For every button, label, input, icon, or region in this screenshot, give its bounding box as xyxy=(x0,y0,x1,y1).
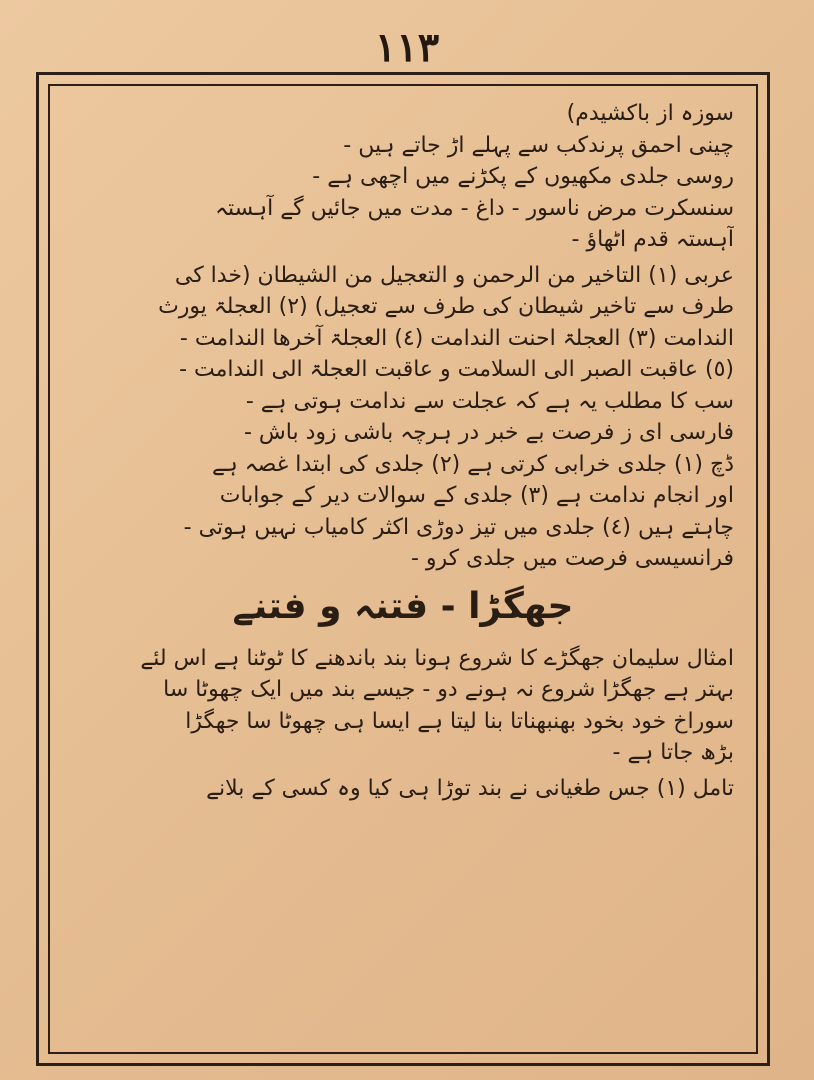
text-line: اور انجام ندامت ہے (٣) جلدی کے سوالات دیر کے جوابات xyxy=(219,483,734,508)
text-line: فرانسیسی فرصت میں جلدی کرو - xyxy=(410,546,734,571)
page-number: ١١٣ xyxy=(374,24,440,71)
text-line: آہستہ قدم اٹھاؤ - xyxy=(571,227,734,252)
section-heading: جھگڑا - فتنہ و فتنے xyxy=(232,585,574,627)
text-line: (٥) عاقبت الصبر الی السلامت و عاقبت العجلۃ الی الندامت - xyxy=(179,357,734,382)
text-line: عربی (١) التاخیر من الرحمن و التعجیل من الشیطان (خدا کی xyxy=(174,262,734,288)
text-line: ڈچ (١) جلدی خرابی کرتی ہے (٢) جلدی کی ابتدا غصہ ہے xyxy=(212,451,734,477)
text-line: سب کا مطلب یہ ہے کہ عجلت سے ندامت ہوتی ہے - xyxy=(245,388,734,414)
text-line: سوزہ از باکشیدم) xyxy=(566,101,734,126)
text-line: سنسکرت مرض ناسور - داغ - مدت میں جائیں گے آہستہ xyxy=(215,195,734,221)
text-line: فارسی ای ز فرصت بے خبر در ہرچہ باشی زود باش - xyxy=(243,420,734,445)
text-block xyxy=(48,84,758,1054)
text-line: بہتر ہے جھگڑا شروع نہ ہونے دو - جیسے بند میں ایک چھوٹا سا xyxy=(163,677,734,702)
text-line: امثال سلیمان جھگڑے کا شروع ہونا بند باندھنے کا ٹوٹنا ہے اس لئے xyxy=(140,645,734,671)
text-line: سوراخ خود بخود بھنبھناتا بنا لیتا ہے ایسا ہی چھوٹا سا جھگڑا xyxy=(185,708,734,734)
text-line: تامل (١) جس طغیانی نے بند توڑا ہی کیا وہ کسی کے بلانے xyxy=(206,775,734,801)
text-line: طرف سے تاخیر شیطان کی طرف سے تعجیل) (٢) العجلۃ یورث xyxy=(158,294,734,319)
text-line: بڑھ جاتا ہے - xyxy=(612,740,734,765)
text-line: روسی جلدی مکھیوں کے پکڑنے میں اچھی ہے - xyxy=(312,164,734,189)
text-line: چینی احمق پرندکب سے پہلے اڑ جاتے ہیں - xyxy=(343,132,734,158)
text-line: چاہتے ہیں (٤) جلدی میں تیز دوڑی اکثر کامیاب نہیں ہوتی - xyxy=(183,514,734,540)
text-line: الندامت (٣) العجلۃ احنت الندامت (٤) العجلۃ آخرھا الندامت - xyxy=(179,325,734,351)
